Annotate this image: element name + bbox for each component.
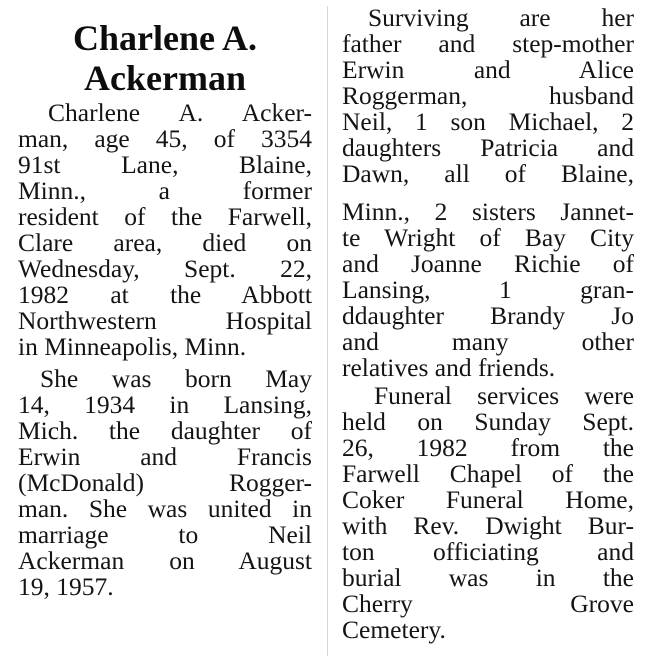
text-line: with Rev. Dwight Bur- [342, 511, 634, 540]
text-line: and many other [342, 327, 634, 356]
text-line: Farwell Chapel of the [342, 459, 634, 488]
text-line: Mich. the daughter of [18, 416, 312, 445]
text-line: relatives and friends. [342, 353, 556, 382]
text-line: Charlene A. Acker- [48, 98, 312, 127]
text-line: daughters Patricia and [342, 133, 634, 162]
text-line: burial was in the [342, 563, 634, 592]
text-line: man, age 45, of 3354 [18, 124, 312, 153]
text-line: in Minneapolis, Minn. [18, 332, 247, 361]
text-line: held on Sunday Sept. [342, 407, 634, 436]
text-line: Wednesday, Sept. 22, [18, 254, 312, 283]
text-line: Cemetery. [342, 615, 446, 644]
text-line: Minn., 2 sisters Jannet- [342, 197, 634, 226]
text-line: Coker Funeral Home, [342, 485, 634, 514]
text-line: Neil, 1 son Michael, 2 [342, 107, 634, 136]
text-line: Roggerman, husband [342, 81, 634, 110]
headline-line-1: Charlene A. [73, 18, 257, 58]
text-line: 14, 1934 in Lansing, [18, 390, 312, 419]
text-line: 26, 1982 from the [342, 433, 634, 462]
text-line: 19, 1957. [18, 572, 114, 601]
text-line: Surviving are her [368, 3, 634, 32]
text-line: 1982 at the Abbott [18, 280, 312, 309]
text-line: Erwin and Francis [18, 442, 312, 471]
column-divider [327, 6, 328, 656]
text-line: Cherry Grove [342, 589, 634, 618]
text-line: Lansing, 1 gran- [342, 275, 634, 304]
text-line: Clare area, died on [18, 228, 312, 257]
text-line: and Joanne Richie of [342, 249, 634, 278]
text-line: She was born May [40, 364, 312, 393]
text-line: Erwin and Alice [342, 55, 634, 84]
text-line: Ackerman on August [18, 546, 312, 575]
text-line: Minn., a former [18, 176, 312, 205]
text-line: resident of the Farwell, [18, 202, 312, 231]
text-line: 91st Lane, Blaine, [18, 150, 312, 179]
text-line: father and step-mother [342, 29, 634, 58]
text-line: (McDonald) Rogger- [18, 468, 312, 497]
text-line: man. She was united in [18, 494, 312, 523]
text-line: marriage to Neil [18, 520, 312, 549]
text-line: Northwestern Hospital [18, 306, 312, 335]
text-line: Dawn, all of Blaine, [342, 159, 634, 188]
text-line: ddaughter Brandy Jo [342, 301, 634, 330]
text-line: te Wright of Bay City [342, 223, 634, 252]
text-line: ton officiating and [342, 537, 634, 566]
headline-line-2: Ackerman [84, 58, 246, 98]
text-line: Funeral services were [374, 381, 634, 410]
